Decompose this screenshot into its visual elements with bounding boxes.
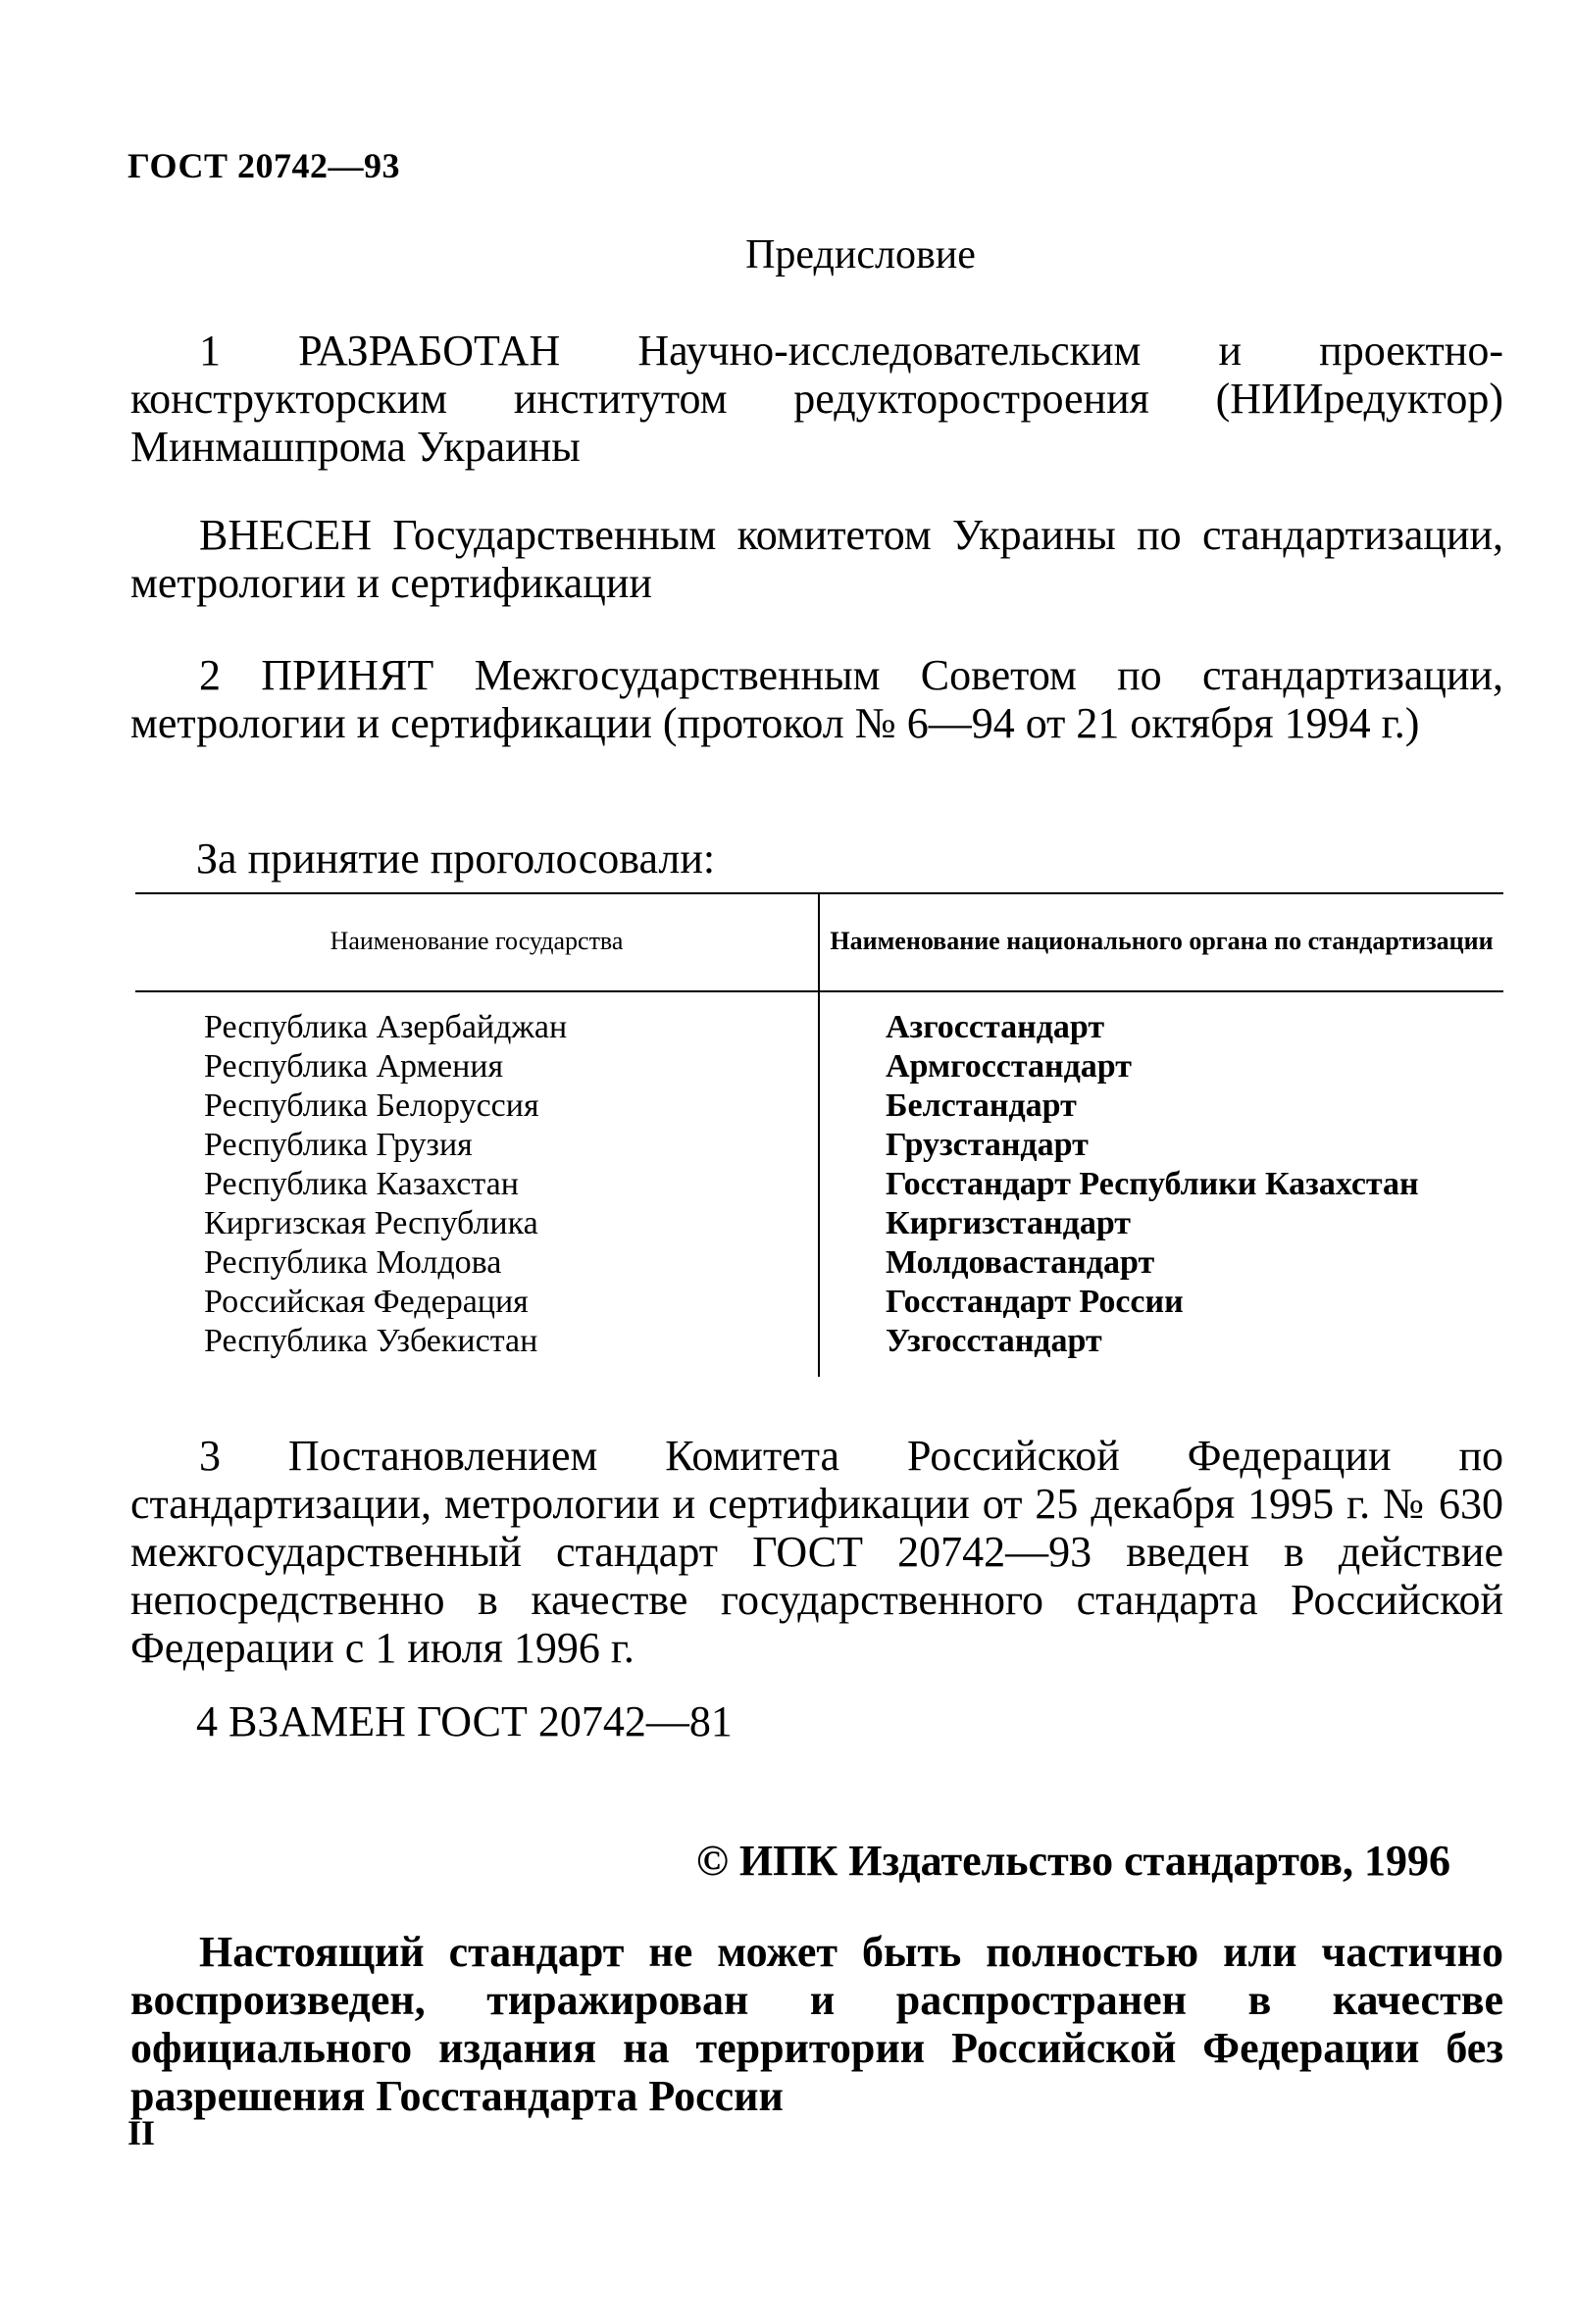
table-row-state: Республика Белоруссия <box>204 1087 539 1124</box>
paragraph-submitted-text: ВНЕСЕН Государственным комитетом Украины по стандартизации, метрологии и сертификации <box>130 511 1503 607</box>
voted-heading: За принятие проголосовали: <box>196 834 716 883</box>
table-header-state: Наименование государства <box>330 927 624 955</box>
table-row-body: Узгосстандарт <box>886 1323 1102 1359</box>
table-row-state: Киргизская Республика <box>204 1205 538 1241</box>
table-column-bodies <box>886 1008 1419 1361</box>
table-row-body: Азгосстандарт <box>886 1009 1105 1045</box>
table-row-state: Республика Грузия <box>204 1127 473 1163</box>
table-row-body: Госстандарт России <box>886 1284 1184 1320</box>
table-row-body: Армгосстандарт <box>886 1048 1132 1085</box>
table-row-state: Республика Азербайджан <box>204 1009 568 1045</box>
paragraph-replaces: 4 ВЗАМЕН ГОСТ 20742—81 <box>196 1697 733 1745</box>
table-row-state: Российская Федерация <box>204 1284 529 1320</box>
table-row-body: Киргизстандарт <box>886 1205 1132 1241</box>
paragraph-adopted <box>130 651 1503 747</box>
page-title: Предисловие <box>745 232 976 278</box>
table-row-body: Белстандарт <box>886 1087 1077 1124</box>
table-row-state: Республика Армения <box>204 1048 504 1085</box>
paragraph-reproduction-notice <box>130 1928 1503 2120</box>
paragraph-resolution <box>130 1432 1503 1672</box>
table-row-state: Республика Узбекистан <box>204 1323 538 1359</box>
paragraph-developed <box>130 327 1503 471</box>
paragraph-developed-text: 1 РАЗРАБОТАН Научно-исследовательским и проектно-конструкторским институтом редукторостроения (НИИредуктор) Минмашпрома Украины <box>130 327 1503 471</box>
table-row-body: Молдовастандарт <box>886 1244 1155 1281</box>
paragraph-reproduction-notice-text: Настоящий стандарт не может быть полностью или частично воспроизведен, тиражирован и распространен в качестве официального издания на территории Российской Федерации без разрешения Госстандарта России <box>130 1928 1503 2120</box>
document-code: ГОСТ 20742—93 <box>127 146 400 185</box>
page-number: II <box>127 2113 156 2152</box>
table-column-states <box>204 1008 567 1361</box>
copyright-notice: © ИПК Издательство стандартов, 1996 <box>696 1837 1451 1885</box>
paragraph-adopted-text: 2 ПРИНЯТ Межгосударственным Советом по стандартизации, метрологии и сертификации (протокол № 6—94 от 21 октября 1994 г.) <box>130 651 1503 747</box>
paragraph-resolution-text: 3 Постановлением Комитета Российской Федерации по стандартизации, метрологии и сертификации от 25 декабря 1995 г. № 630 межгосударственный стандарт ГОСТ 20742—93 введен в действие непосредственно в качестве государственного стандарта Российской Федерации с 1 июля 1996 г. <box>130 1432 1503 1672</box>
table-row-state: Республика Казахстан <box>204 1166 519 1202</box>
table-row-state: Республика Молдова <box>204 1244 502 1281</box>
paragraph-submitted <box>130 511 1503 607</box>
table-row-body: Грузстандарт <box>886 1127 1089 1163</box>
table-row-body: Госстандарт Республики Казахстан <box>886 1166 1419 1202</box>
table-header-body: Наименование национального органа по стандартизации <box>830 927 1494 955</box>
